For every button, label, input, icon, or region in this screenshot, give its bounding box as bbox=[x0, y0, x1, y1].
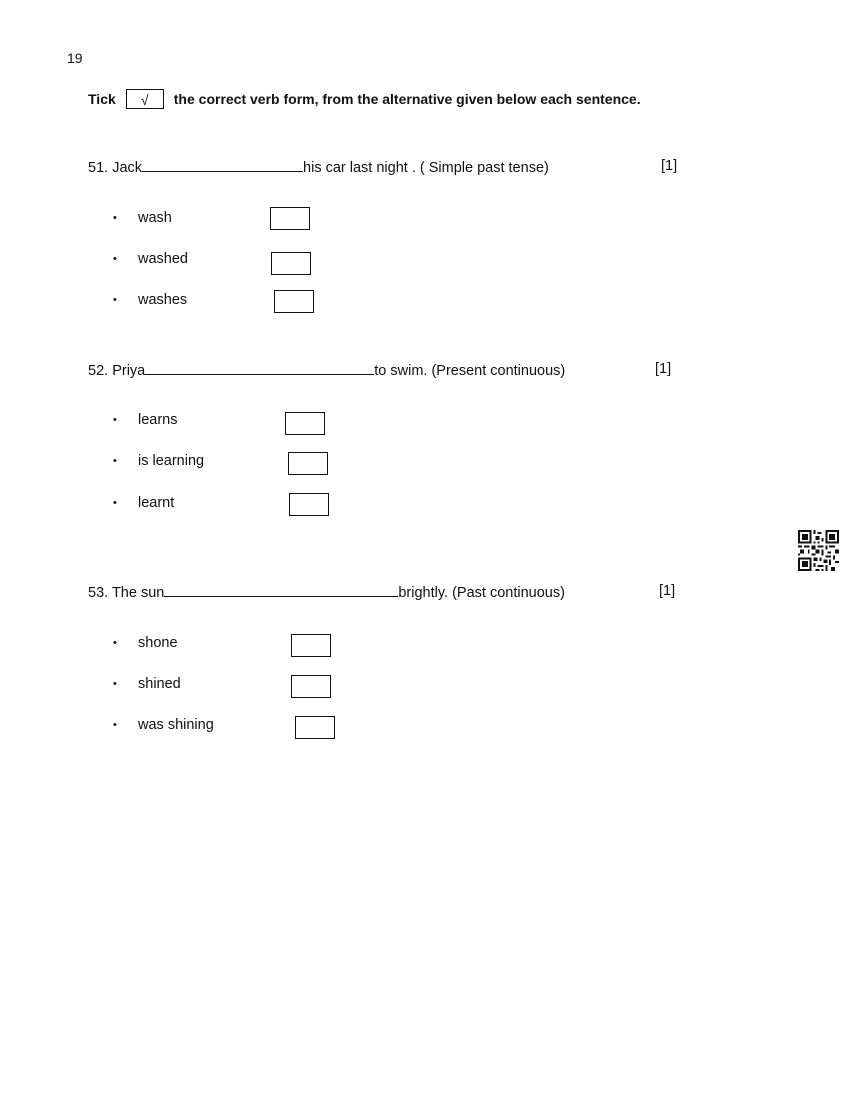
bullet: • bbox=[113, 637, 117, 649]
option-label: is learning bbox=[138, 453, 205, 469]
tick-box-is-learning[interactable] bbox=[288, 452, 328, 475]
marks-52: [1] bbox=[655, 361, 672, 377]
question-number: 53. bbox=[88, 585, 109, 601]
tick-example-box: √ bbox=[126, 89, 164, 109]
tick-box-was-shining[interactable] bbox=[295, 716, 335, 739]
question-number: 52. bbox=[88, 363, 109, 379]
bullet: • bbox=[113, 253, 117, 265]
question-51 bbox=[88, 158, 549, 176]
tick-box-washes[interactable] bbox=[274, 290, 314, 313]
question-number: 51. bbox=[88, 160, 109, 176]
instruction-text: the correct verb form, from the alternative given below each sentence. bbox=[173, 91, 641, 107]
page-number: 19 bbox=[67, 50, 83, 66]
option-label: shone bbox=[138, 635, 178, 651]
bullet: • bbox=[113, 678, 117, 690]
option-label: wash bbox=[138, 210, 172, 226]
answer-blank bbox=[145, 361, 374, 375]
tick-box-washed[interactable] bbox=[271, 252, 311, 275]
answer-blank bbox=[142, 158, 303, 172]
bullet: • bbox=[113, 497, 117, 509]
option-label: washed bbox=[138, 251, 188, 267]
tick-box-shined[interactable] bbox=[291, 675, 331, 698]
answer-blank bbox=[164, 583, 398, 597]
tick-box-shone[interactable] bbox=[291, 634, 331, 657]
question-text: to swim. (Present continuous) bbox=[374, 363, 566, 379]
option-label: shined bbox=[138, 676, 181, 692]
option-label: learns bbox=[138, 412, 178, 428]
question-subject: The sun bbox=[111, 585, 165, 601]
question-53 bbox=[88, 583, 565, 601]
option-label: learnt bbox=[138, 495, 175, 511]
option-label: washes bbox=[138, 292, 188, 308]
tick-box-wash[interactable] bbox=[270, 207, 310, 230]
tick-box-learnt[interactable] bbox=[289, 493, 329, 516]
bullet: • bbox=[113, 294, 117, 306]
qr-code-icon bbox=[798, 530, 839, 571]
option-label: was shining bbox=[138, 717, 214, 733]
question-text: his car last night . ( Simple past tense) bbox=[303, 160, 549, 176]
bullet: • bbox=[113, 719, 117, 731]
bullet: • bbox=[113, 212, 117, 224]
question-text: brightly. (Past continuous) bbox=[398, 585, 565, 601]
question-52 bbox=[88, 361, 565, 379]
bullet: • bbox=[113, 455, 117, 467]
marks-53: [1] bbox=[659, 583, 676, 599]
instruction bbox=[88, 89, 641, 109]
instruction-prefix: Tick bbox=[88, 91, 116, 107]
question-subject: Priya bbox=[112, 363, 146, 379]
marks-51: [1] bbox=[661, 158, 678, 174]
question-subject: Jack bbox=[112, 160, 143, 176]
bullet: • bbox=[113, 414, 117, 426]
tick-box-learns[interactable] bbox=[285, 412, 325, 435]
